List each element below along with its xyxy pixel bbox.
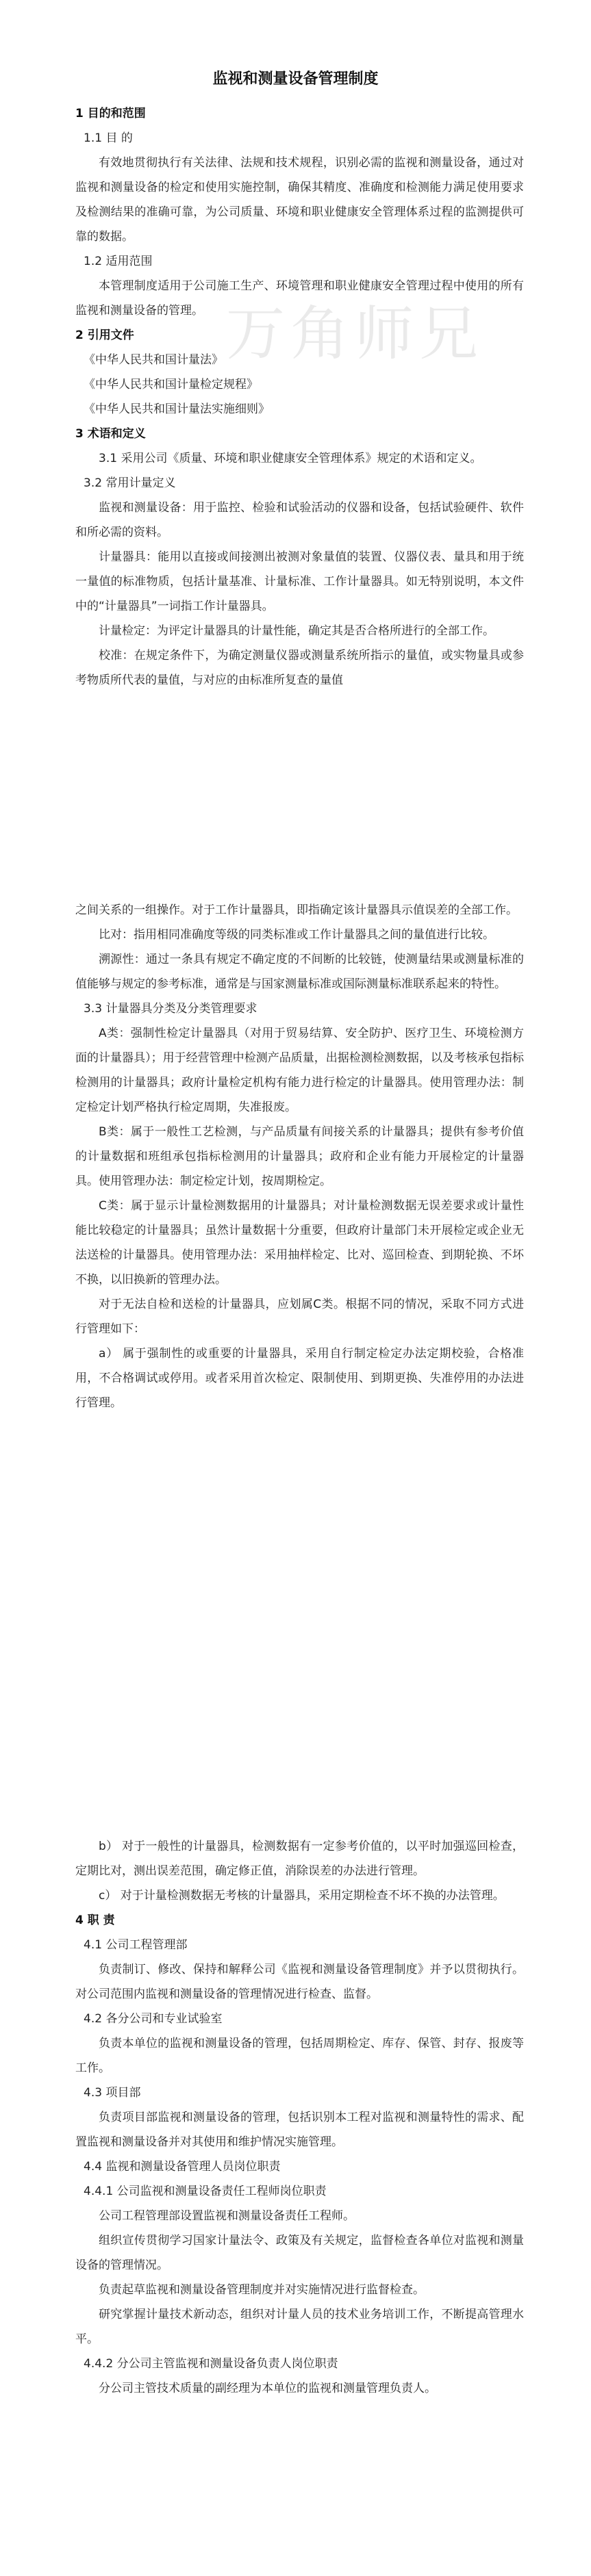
reference-item: 《中华人民共和国计量法实施细则》 [84, 402, 270, 416]
subsection-4-4-2-heading: 4.4.2 分公司主管监视和测量设备负责人岗位职责 [84, 2357, 338, 2371]
paragraph-4-2: 负责本单位的监视和测量设备的管理，包括周期检定、库存、保管、封存、报废等工作。 [75, 2037, 524, 2075]
subsection-4-2-heading: 4.2 各分公司和专业试验室 [84, 2012, 223, 2026]
subsection-3-2-heading: 3.2 常用计量定义 [84, 476, 176, 490]
section-1 [75, 101, 524, 693]
paragraph-3-1: 3.1 采用公司《质量、环境和职业健康安全管理体系》规定的术语和定义。 [99, 452, 482, 465]
section-4-heading: 4 职 责 [75, 1914, 115, 1927]
watermark: 万角师兄 [226, 300, 483, 368]
paragraph-4-4-1-a: 公司工程管理部设置监视和测量设备责任工程师。 [99, 2209, 355, 2223]
paragraph-scope: 本管理制度适用于公司施工生产、环境管理和职业健康安全管理过程中使用的所有监视和测量设备的管理。 [75, 279, 524, 318]
section-3-continued [75, 898, 524, 1415]
reference-item: 《中华人民共和国计量法》 [84, 353, 223, 367]
section-4 [75, 1834, 524, 2401]
list-item-b: b） 对于一般性的计量器具，检测数据有一定参考价值的，以平时加强巡回检查，定期比对，测出误差范围，确定修正值，消除误差的办法进行管理。 [75, 1840, 524, 1878]
paragraph-def-instrument: 计量器具：能用以直接或间接测出被测对象量值的装置、仪器仪表、量具和用于统一量值的标准物质，包括计量基准、计量标准、工作计量器具。如无特别说明，本文件中的“计量器具”一词指工作计量器具。 [75, 550, 524, 613]
paragraph-def-verification: 计量检定：为评定计量器具的计量性能，确定其是否合格所进行的全部工作。 [99, 624, 494, 638]
section-2-heading: 2 引用文件 [75, 329, 134, 342]
paragraph-def-comparison: 比对：指用相同准确度等级的同类标准或工作计量器具之间的量值进行比较。 [99, 928, 494, 942]
paragraph-class-c-note: 对于无法自检和送检的计量器具，应划属C类。根据不同的情况，采取不同方式进行管理如下： [75, 1298, 524, 1336]
paragraph-def-calibration-part1: 校准：在规定条件下，为确定测量仪器或测量系统所指示的量值，或实物量具或参考物质所代表的量值，与对应的由标准所复查的量值 [75, 649, 524, 687]
paragraph-class-a: A类：强制性检定计量器具（对用于贸易结算、安全防护、医疗卫生、环境检测方面的计量器具）；用于经营管理中检测产品质量，出据检测检测数据，以及考核承包指标检测用的计量器具；政府计量检定机构有能力进行检定的计量器具。使用管理办法：制定检定计划严格执行检定周期，失准报废。 [75, 1027, 524, 1114]
paragraph-def-calibration-part2: 之间关系的一组操作。对于工作计量器具，即指确定该计量器具示值误差的全部工作。 [75, 903, 518, 917]
subsection-1-1-heading: 1.1 目 的 [84, 131, 133, 145]
paragraph-def-measuring-equipment: 监视和测量设备：用于监控、检验和试验活动的仪器和设备，包括试验硬件、软件和所必需的资料。 [75, 501, 524, 539]
subsection-4-1-heading: 4.1 公司工程管理部 [84, 1938, 188, 1952]
reference-item: 《中华人民共和国计量检定规程》 [84, 378, 258, 391]
subsection-1-2-heading: 1.2 适用范围 [84, 255, 153, 268]
paragraph-4-4-1-d: 研究掌握计量技术新动态，组织对计量人员的技术业务培训工作，不断提高管理水平。 [75, 2308, 524, 2346]
paragraph-4-4-1-b: 组织宣传贯彻学习国家计量法令、政策及有关规定，监督检查各单位对监视和测量设备的管理情况。 [75, 2234, 524, 2272]
subsection-4-4-1-heading: 4.4.1 公司监视和测量设备责任工程师岗位职责 [84, 2185, 327, 2198]
section-1-heading: 1 目的和范围 [75, 107, 146, 120]
subsection-3-3-heading: 3.3 计量器具分类及分类管理要求 [84, 1002, 257, 1016]
paragraph-class-b: B类：属于一般性工艺检测，与产品质量有间接关系的计量器具；提供有参考价值的计量数据和班组承包指标检测用的计量器具；政府和企业有能力开展检定的计量器具。使用管理办法：制定检定计划，按周期检定。 [75, 1125, 524, 1188]
paragraph-4-4-1-c: 负责起草监视和测量设备管理制度并对实施情况进行监督检查。 [99, 2283, 425, 2297]
paragraph-class-c: C类：属于显示计量检测数据用的计量器具；对计量检测数据无误差要求或计量性能比较稳定的计量器具；虽然计量数据十分重要，但政府计量部门未开展检定或企业无法送检的计量器具。使用管理办法：采用抽样检定、比对、巡回检查、到期轮换、不坏不换，以旧换新的管理办法。 [75, 1199, 524, 1287]
document-title: 监视和测量设备管理制度 [212, 70, 379, 88]
paragraph-4-1: 负责制订、修改、保持和解释公司《监视和测量设备管理制度》并予以贯彻执行。对公司范围内监视和测量设备的管理情况进行检查、监督。 [75, 1963, 524, 2001]
paragraph-4-3: 负责项目部监视和测量设备的管理，包括识别本工程对监视和测量特性的需求、配置监视和测量设备并对其使用和维护情况实施管理。 [75, 2111, 524, 2149]
list-item-c: c） 对于计量检测数据无考核的计量器具，采用定期检查不坏不换的办法管理。 [99, 1889, 505, 1903]
paragraph-purpose: 有效地贯彻执行有关法律、法规和技术规程，识别必需的监视和测量设备，通过对监视和测量设备的检定和使用实施控制，确保其精度、准确度和检测能力满足使用要求及检测结果的准确可靠，为公司质量、环境和职业健康安全管理体系过程的监测提供可靠的数据。 [75, 156, 524, 244]
subsection-4-4-heading: 4.4 监视和测量设备管理人员岗位职责 [84, 2160, 281, 2174]
paragraph-4-4-2: 分公司主管技术质量的副经理为本单位的监视和测量管理负责人。 [99, 2382, 436, 2395]
section-3-heading: 3 术语和定义 [75, 427, 146, 441]
list-item-a: a） 属于强制性的或重要的计量器具，采用自行制定检定办法定期校验，合格准用，不合格调试或停用。或者采用首次检定、限制使用、到期更换、失准停用的办法进行管理。 [75, 1347, 524, 1410]
subsection-4-3-heading: 4.3 项目部 [84, 2086, 141, 2100]
paragraph-def-traceability: 溯源性：通过一条具有规定不确定度的不间断的比较链，使测量结果或测量标准的值能够与规定的参考标准，通常是与国家测量标准或国际测量标准联系起来的特性。 [75, 953, 524, 991]
